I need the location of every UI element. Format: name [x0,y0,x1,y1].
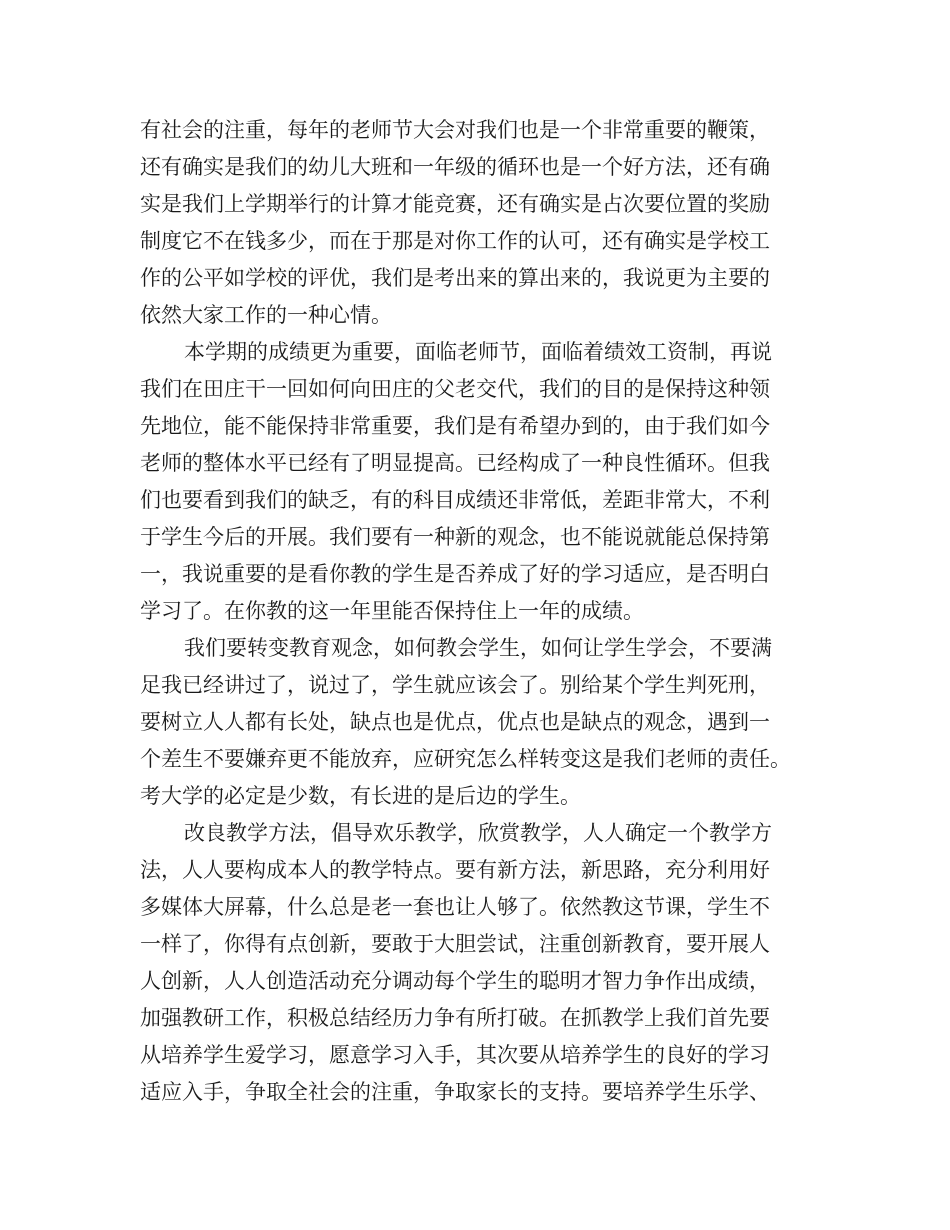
text-line: 从培养学生爱学习，愿意学习入手，其次要从培养学生的良好的学习 [140,1043,770,1067]
text-line: 一，我说重要的是看你教的学生是否养成了好的学习适应，是否明白 [140,562,770,586]
text-line: 我们在田庄干一回如何向田庄的父老交代，我们的目的是保持这种领 [140,377,770,401]
text-line: 学习了。在你教的这一年里能否保持住上一年的成绩。 [140,599,644,623]
text-line: 制度它不在钱多少，而在于那是对你工作的认可，还有确实是学校工 [140,229,770,253]
document-body [140,112,830,1111]
text-line: 先地位，能不能保持非常重要，我们是有希望办到的，由于我们如今 [140,414,770,438]
text-line: 改良教学方法，倡导欢乐教学，欣赏教学，人人确定一个教学方 [184,821,772,845]
text-line: 依然大家工作的一种心情。 [140,303,392,327]
text-line: 于学生今后的开展。我们要有一种新的观念，也不能说就能总保持第 [140,525,770,549]
text-line: 加强教研工作，积极总结经历力争有所打破。在抓教学上我们首先要 [140,1006,770,1030]
text-line: 我们要转变教育观念，如何教会学生，如何让学生学会，不要满 [184,636,772,660]
text-line: 要树立人人都有长处，缺点也是优点，优点也是缺点的观念，遇到一 [140,710,770,734]
text-line: 作的公平如学校的评优，我们是考出来的算出来的，我说更为主要的 [140,266,770,290]
text-line: 们也要看到我们的缺乏，有的科目成绩还非常低，差距非常大，不利 [140,488,770,512]
text-line: 多媒体大屏幕，什么总是老一套也让人够了。依然教这节课，学生不 [140,895,770,919]
text-line: 有社会的注重，每年的老师节大会对我们也是一个非常重要的鞭策， [140,118,770,142]
text-line: 足我已经讲过了，说过了，学生就应该会了。别给某个学生判死刑， [140,673,770,697]
text-line: 一样了，你得有点创新，要敢于大胆尝试，注重创新教育，要开展人 [140,932,770,956]
text-line: 个差生不要嫌弃更不能放弃，应研究怎么样转变这是我们老师的责任。 [140,747,791,771]
text-line: 还有确实是我们的幼儿大班和一年级的循环也是一个好方法，还有确 [140,155,770,179]
text-line: 适应入手，争取全社会的注重，争取家长的支持。要培养学生乐学、 [140,1080,770,1104]
text-line: 法，人人要构成本人的教学特点。要有新方法，新思路，充分利用好 [140,858,770,882]
text-line: 人创新，人人创造活动充分调动每个学生的聪明才智力争作出成绩， [140,969,770,993]
text-line: 老师的整体水平已经有了明显提高。已经构成了一种良性循环。但我 [140,451,770,475]
text-line: 实是我们上学期举行的计算才能竞赛，还有确实是占次要位置的奖励 [140,192,770,216]
text-line: 本学期的成绩更为重要，面临老师节，面临着绩效工资制，再说 [184,340,772,364]
text-line: 考大学的必定是少数，有长进的是后边的学生。 [140,784,581,808]
